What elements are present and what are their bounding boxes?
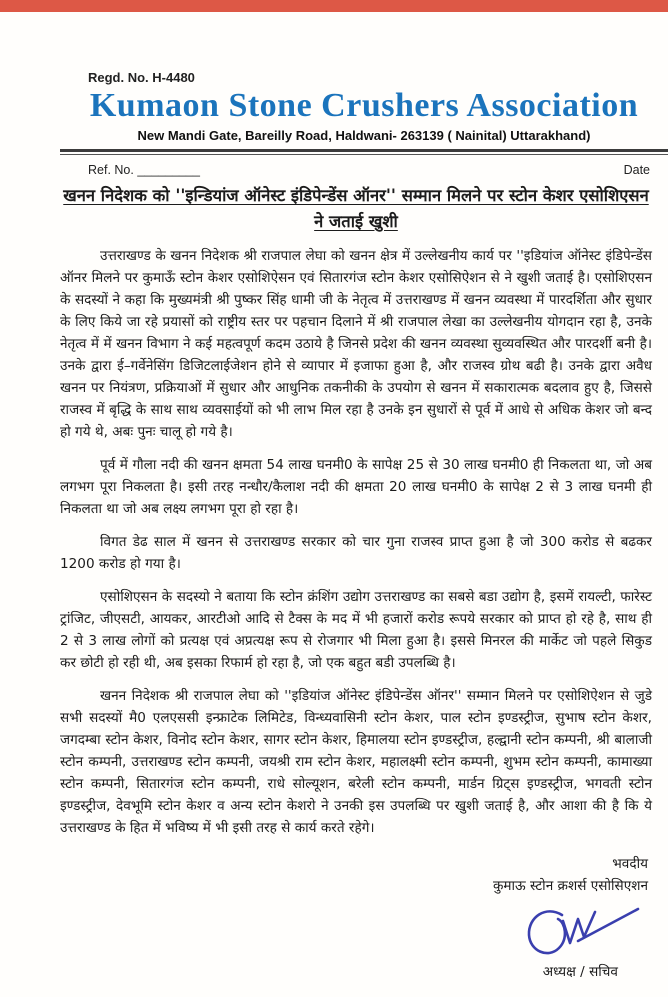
signature-zigzag: [563, 912, 595, 943]
closing-org-name: कुमाऊ स्टोन क्रशर्स एसोसिएशन: [492, 877, 648, 894]
organization-address: New Mandi Gate, Bareilly Road, Haldwani- 263139 ( Nainital) Uttarakhand): [137, 128, 591, 144]
header-divider: [60, 149, 668, 155]
body-paragraph: एसोशिएसन के सदस्यो ने बताया कि स्टोन क्रंशिंग उद्योग उत्तराखण्ड का सबसे बडा उद्योग है, इसमें रायल्टी, फारेस्ट ट्रांजिट, जीएसटी, आयकर, आरटीओ आदि से टैक्स के मद में भी हजारों करोड रूपये सरकार को प्राप्त हो रहे है, साथ ही 2 से 3 लाख लोगों को प्रत्यक्ष एवं अप्रत्यक्ष रूप से रोजगार भी मिला हुआ है। इससे मिनरल की मार्केट जो पहले सिकुड कर छोटी हो रही थी, अब इसका रिफार्म हो रहा है, जो एक बहुत बडी उपलब्धि है।: [60, 588, 652, 671]
letterhead: [60, 0, 668, 143]
subject-heading: खनन निदेशक को ''इन्डियांज ऑनेस्ट इंडिपेन्डेंस ऑनर'' सम्मान मिलने पर स्टोन केशर एसोशिएसन ने जताई खुशी: [63, 186, 649, 231]
signature-mark: [516, 899, 646, 961]
signature-loop: [529, 911, 565, 953]
signature-flourish: [578, 909, 638, 941]
closing-salutation: भवदीय: [612, 855, 648, 872]
closing-designation: अध्यक्ष / सचिव: [542, 963, 618, 980]
date-field: Date: [623, 163, 650, 178]
body-paragraph: उत्तराखण्ड के खनन निदेशक श्री राजपाल लेघा को खनन क्षेत्र में उल्लेखनीय कार्य पर ''इडियांज ऑनेस्ट इंडिपेन्डेंस ऑनर मिलने पर कुमाऊँ स्टोन केशर एसोशिऐसन एवं सितारगंज स्टोन केशर एसोसिऐशन से ने खुशी जताई है। एसोशिएसन के सदस्यों ने कहा कि मुख्यमंत्री श्री पुष्कर सिंह धामी जी के नेतृत्व में उत्तराखण्ड में खनन व्यवस्था में पारदर्शिता और सुधार के लिए किये जा रहे प्रयासों को राष्ट्रीय स्तर पर पहचान दिलाने में श्री राजपाल लेखा का उल्लेखनीय योगदान रहा है, उनके नेतृत्व में में खनन विभाग ने कई महत्वपूर्ण कदम उठाये है जिनसे प्रदेश की खनन व्यवस्था सुव्यवस्थित और पारदर्शी बनी है। उनके द्वारा ई–गर्वेनेसिंग डिजिटलाईजेशन होने से व्यापार में इजाफा हुआ है, और राजस्व ग्रोथ बढी है। उनके द्वारा अवैध खनन पर नियंत्रण, प्रक्रियाओं में सुधार और आधुनिक तकनीकी के उपयोग से खनन में सकारात्मक बदलाव हुए है, जिससे राजस्व में बृद्धि के साथ साथ व्यवसाईयों को भी लाभ मिल रहा है उनके इन सुधारों से पूर्व में आधे से अधिक केशर जो बन्द हो गये थे, अबः पुनः चालू हो गये है।: [60, 247, 652, 440]
ref-no-field: Ref. No. _________: [88, 163, 200, 178]
reference-row: [60, 163, 668, 177]
signature-area: [60, 899, 646, 961]
top-accent-bar: [0, 0, 668, 12]
body-paragraph: खनन निदेशक श्री राजपाल लेघा को ''इडियांज ऑनेस्ट इंडिपेन्डेंस ऑनर'' सम्मान मिलने पर एसोशिऐशन से जुडे सभी सदस्यों मै0 एलएससी इन्फ्राटेक लिमिटेड, विन्ध्यवासिनी स्टोन केशर, पाल स्टोन इण्डस्ट्रीज, सुभाष स्टोन केशर, जगदम्बा स्टोन केशर, विनोद स्टोन केशर, सागर स्टोन केशर, हिमालया स्टोन इण्डस्ट्रीज, हल्द्वानी स्टोन कम्पनी, श्री बालाजी स्टोन कम्पनी, उत्तराखण्ड स्टोन कम्पनी, जयश्री राम स्टोन केशर, महालक्ष्मी स्टोन कम्पनी, शुभम स्टोन कम्पनी, कामाख्या स्टोन कम्पनी, सितारगंज स्टोन कम्पनी, राधे सोल्यूशन, बरेली स्टोन कम्पनी, मार्डन ग्रिट्स इण्डस्ट्रीज, भगवती स्टोन इण्डस्ट्रीज, देवभूमि स्टोन केशर व अन्य स्टोन केशरो ने उनकी इस उपलब्धि पर खुशी जताई है, और आशा की है कि ये उत्तराखण्ड के हित में भविष्य में भी इसी तरह से कार्य करते रहेगे।: [60, 687, 652, 836]
body-paragraph: पूर्व में गौला नदी की खनन क्षमता 54 लाख घनमी0 के सापेक्ष 25 से 30 लाख घनमी0 ही निकलता था, जो अब लगभग पूरा निकलता है। इसी तरह नन्धौर/कैलाश नदी की क्षमता 20 लाख घनमी0 के सापेक्ष 2 से 3 लाख घनमी ही निकलता था जो अब लक्ष्य लगभग पूरा हो रहा है।: [60, 456, 652, 517]
organization-title: Kumaon Stone Crushers Association: [89, 87, 639, 124]
registration-number: Regd. No. H-4480: [88, 70, 195, 85]
letter-body: [60, 183, 652, 979]
closing-block: [60, 853, 652, 897]
body-paragraph: विगत डेढ साल में खनन से उत्तराखण्ड सरकार को चार गुना राजस्व प्राप्त हुआ है जो 300 करोड से बढकर 1200 करोड हो गया है।: [60, 533, 652, 572]
